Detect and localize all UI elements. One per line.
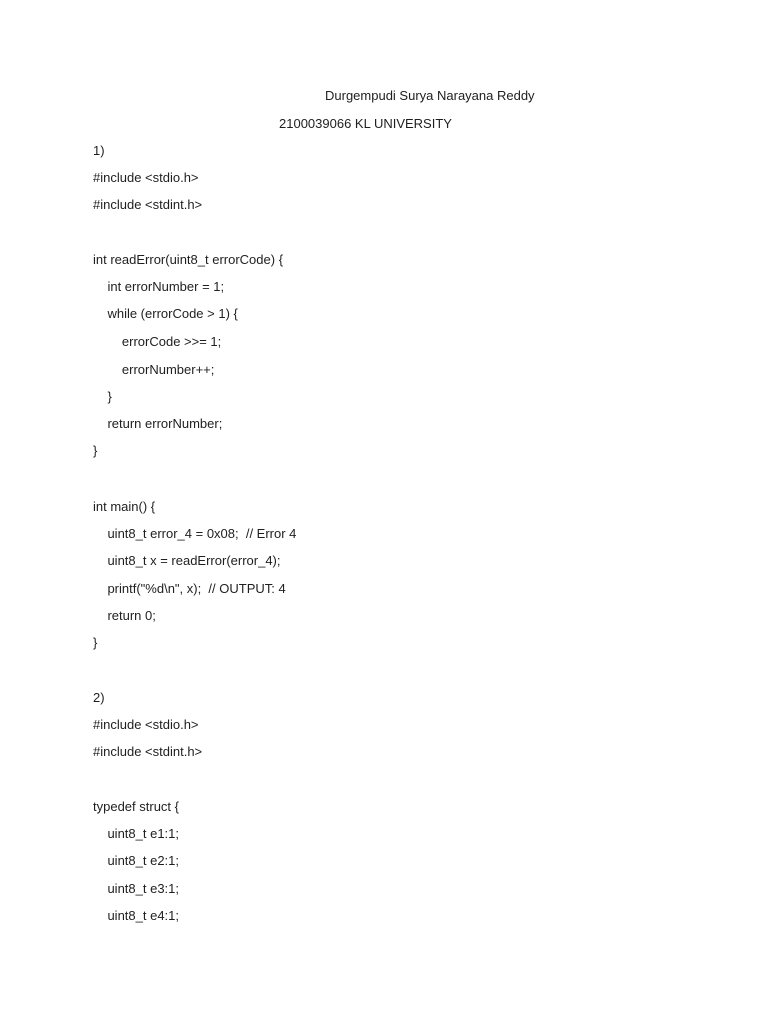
code-line: errorNumber++; bbox=[93, 362, 215, 377]
section-1-label: 1) bbox=[93, 143, 105, 158]
code-line: #include <stdint.h> bbox=[93, 197, 203, 212]
code-line: int errorNumber = 1; bbox=[93, 279, 225, 294]
student-id-line: 2100039066 KL UNIVERSITY bbox=[279, 116, 452, 131]
code-line: uint8_t x = readError(error_4); bbox=[93, 553, 281, 568]
code-line: uint8_t e4:1; bbox=[93, 908, 180, 923]
code-line: uint8_t e1:1; bbox=[93, 826, 180, 841]
code-line: uint8_t e3:1; bbox=[93, 881, 180, 896]
code-line: errorCode >>= 1; bbox=[93, 334, 222, 349]
code-line: } bbox=[93, 635, 98, 650]
code-line: int main() { bbox=[93, 499, 156, 514]
code-line: uint8_t e2:1; bbox=[93, 853, 180, 868]
code-line: #include <stdio.h> bbox=[93, 170, 199, 185]
code-line: #include <stdio.h> bbox=[93, 717, 199, 732]
code-line: int readError(uint8_t errorCode) { bbox=[93, 252, 284, 267]
code-line: while (errorCode > 1) { bbox=[93, 306, 238, 321]
code-line: typedef struct { bbox=[93, 799, 179, 814]
code-line: return errorNumber; bbox=[93, 416, 223, 431]
code-line: return 0; bbox=[93, 608, 156, 623]
section-2-label: 2) bbox=[93, 690, 105, 705]
code-line: } bbox=[93, 443, 98, 458]
code-line: #include <stdint.h> bbox=[93, 744, 203, 759]
author-name: Durgempudi Surya Narayana Reddy bbox=[325, 88, 535, 103]
code-line: } bbox=[93, 389, 112, 404]
code-line: printf("%d\n", x); // OUTPUT: 4 bbox=[93, 581, 286, 596]
code-line: uint8_t error_4 = 0x08; // Error 4 bbox=[93, 526, 297, 541]
